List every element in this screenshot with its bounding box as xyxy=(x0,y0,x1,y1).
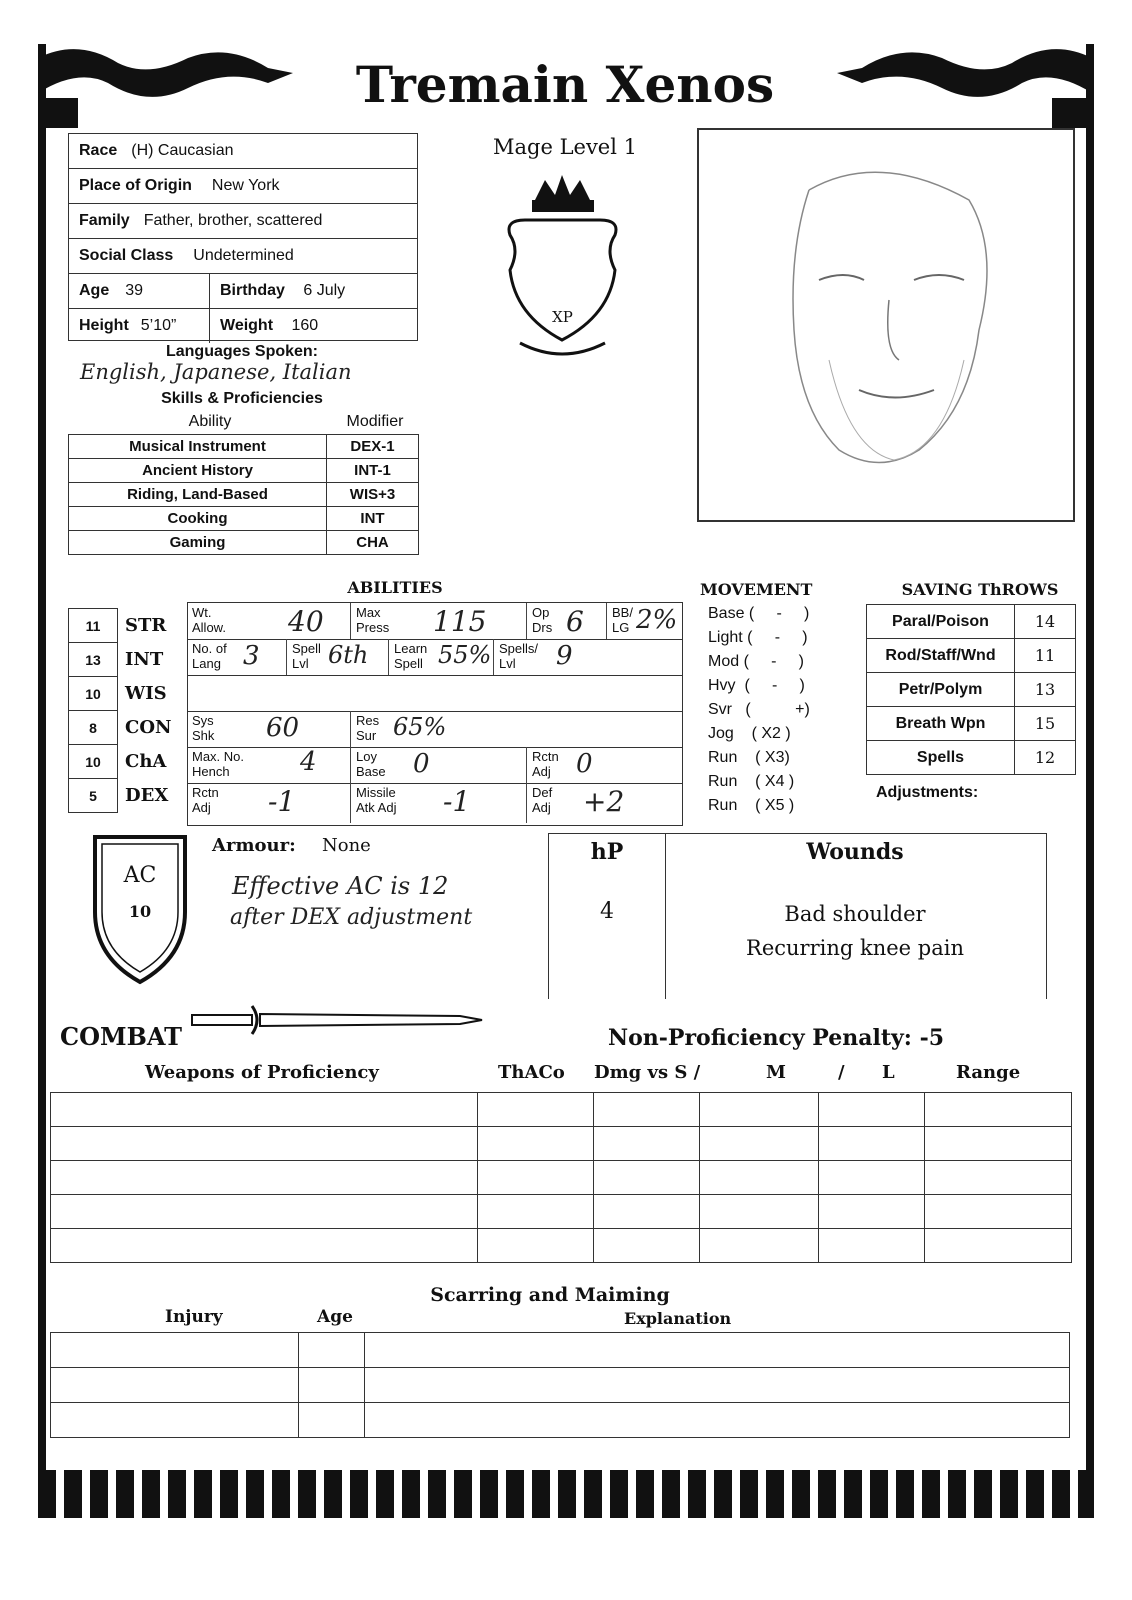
right-border xyxy=(1086,44,1094,1514)
explanation-header: Explanation xyxy=(624,1309,732,1328)
armour-note-line2: after DEX adjustment xyxy=(230,905,473,930)
skill-row xyxy=(69,483,419,507)
weapon-cell xyxy=(478,1195,594,1229)
height-value: 5’10” xyxy=(140,317,177,334)
op-label: Op xyxy=(532,605,550,620)
press-label: Press xyxy=(356,620,390,635)
portrait-frame xyxy=(697,128,1075,522)
save-name: Spells xyxy=(867,741,1015,775)
scar-cell xyxy=(298,1333,364,1368)
ability-score: 11 xyxy=(68,608,118,642)
abilities-title: ABILITIES xyxy=(347,578,443,597)
str-details-row xyxy=(188,603,682,640)
weapon-cell xyxy=(819,1161,925,1195)
ability-score: 13 xyxy=(68,642,118,676)
number-of-languages: 3 xyxy=(243,641,260,671)
weapon-row xyxy=(51,1161,1072,1195)
skill-row xyxy=(69,435,419,459)
weapon-cell xyxy=(924,1195,1071,1229)
armour-label: Armour: xyxy=(212,835,296,856)
def-adj-label: Adj xyxy=(532,800,551,815)
def-label: Def xyxy=(532,785,553,800)
drs-label: Drs xyxy=(532,620,553,635)
shk-label: Shk xyxy=(192,728,215,743)
ability-name: WIS xyxy=(125,682,167,704)
loy-label: Loy xyxy=(356,749,377,764)
bb-label: BB/ xyxy=(612,605,633,620)
weapon-row xyxy=(51,1195,1072,1229)
weapon-cell xyxy=(819,1195,925,1229)
saves-title: SAVING ThROWS xyxy=(901,580,1059,599)
save-row xyxy=(867,673,1076,707)
ability-name: STR xyxy=(125,614,167,636)
movement-row: Mod ( - ) xyxy=(708,653,805,670)
weapon-cell xyxy=(51,1229,478,1263)
combat-title: COMBAT xyxy=(60,1022,183,1051)
skill-row xyxy=(69,459,419,483)
res-label: Res xyxy=(356,713,380,728)
armour-value: None xyxy=(322,835,371,856)
weapon-cell xyxy=(594,1195,700,1229)
weapon-cell xyxy=(51,1195,478,1229)
height-label: Height xyxy=(79,317,129,334)
save-row xyxy=(867,707,1076,741)
hp-wounds-box xyxy=(548,833,1047,999)
loyalty-base: 0 xyxy=(413,749,430,779)
loy-base-label: Base xyxy=(356,764,386,779)
wounds-label: Wounds xyxy=(806,839,904,865)
saves-table xyxy=(866,604,1076,775)
int-details-row xyxy=(188,639,682,676)
cha-reaction-adj: 0 xyxy=(576,749,593,779)
ability-name: CON xyxy=(125,716,172,738)
sys-label: Sys xyxy=(192,713,214,728)
scar-row xyxy=(51,1333,1070,1368)
weapon-row xyxy=(51,1229,1072,1263)
resurrection-survival: 65% xyxy=(393,713,447,741)
missile-label: Missile xyxy=(356,785,396,800)
skill-row xyxy=(69,507,419,531)
weapon-cell xyxy=(478,1093,594,1127)
range-header: Range xyxy=(956,1062,1021,1083)
origin-value: New York xyxy=(211,177,280,194)
dex-rctn-label: Rctn xyxy=(192,785,219,800)
save-name: Breath Wpn xyxy=(867,707,1015,741)
weapons-header: Weapons of Proficiency xyxy=(145,1062,379,1083)
left-dragon-ornament xyxy=(38,38,298,128)
save-name: Petr/Polym xyxy=(867,673,1015,707)
save-row xyxy=(867,741,1076,775)
social-label: Social Class xyxy=(79,247,174,264)
weapon-cell xyxy=(51,1161,478,1195)
scar-cell xyxy=(51,1403,299,1438)
max-spell-level: 6th xyxy=(328,641,369,669)
ability-name: INT xyxy=(125,648,164,670)
lg-label: LG xyxy=(612,620,630,635)
spells-lvl-label: Lvl xyxy=(499,656,516,671)
max-label: Max xyxy=(356,605,381,620)
weight-value: 160 xyxy=(291,317,319,334)
wt-label: Wt. xyxy=(192,605,212,620)
wound-1: Bad shoulder xyxy=(784,902,926,926)
family-label: Family xyxy=(79,212,130,229)
allow-label: Allow. xyxy=(192,620,226,635)
skill-modifier: CHA xyxy=(327,531,419,555)
movement-row: Hvy ( - ) xyxy=(708,677,805,694)
skill-modifier: WIS+3 xyxy=(327,483,419,507)
ability-names-column xyxy=(121,608,187,812)
sur-label: Sur xyxy=(356,728,377,743)
languages-value: English, Japanese, Italian xyxy=(80,360,352,384)
race-row xyxy=(69,134,417,169)
age-value: 39 xyxy=(125,282,144,299)
ability-name: ChA xyxy=(125,750,167,772)
skill-modifier: DEX-1 xyxy=(327,435,419,459)
defensive-adj: +2 xyxy=(583,785,625,818)
weapon-cell xyxy=(924,1161,1071,1195)
lang-label: Lang xyxy=(192,656,221,671)
dex-details-row xyxy=(188,783,682,823)
spell-label: Spell xyxy=(292,641,321,656)
ability-name: DEX xyxy=(125,784,169,806)
ability-score: 5 xyxy=(68,778,118,813)
save-value: 15 xyxy=(1015,707,1076,741)
save-value: 13 xyxy=(1015,673,1076,707)
weapon-cell xyxy=(924,1229,1071,1263)
non-proficiency-penalty: Non-Proficiency Penalty: -5 xyxy=(608,1025,945,1051)
weapon-cell xyxy=(478,1161,594,1195)
ability-score: 8 xyxy=(68,710,118,744)
scar-cell xyxy=(51,1333,299,1368)
injury-header: Injury xyxy=(165,1307,223,1327)
weapon-cell xyxy=(700,1093,819,1127)
skills-table xyxy=(68,434,419,555)
scar-cell xyxy=(364,1403,1069,1438)
character-name: Tremain Xenos xyxy=(355,55,775,114)
dmg-small-header: Dmg vs S / xyxy=(594,1062,701,1083)
ability-score: 10 xyxy=(68,744,118,778)
no-of-label: No. of xyxy=(192,641,227,656)
atk-adj-label: Atk Adj xyxy=(356,800,397,815)
skill-name: Musical Instrument xyxy=(69,435,327,459)
skill-modifier: INT-1 xyxy=(327,459,419,483)
crown-crest-icon xyxy=(500,175,625,365)
weapon-cell xyxy=(700,1195,819,1229)
max-henchmen: 4 xyxy=(300,747,317,777)
max-no-label: Max. No. xyxy=(192,749,245,764)
ability-score: 10 xyxy=(68,676,118,710)
movement-row: Run ( X5 ) xyxy=(708,797,795,814)
scar-row xyxy=(51,1403,1070,1438)
scar-cell xyxy=(364,1368,1069,1403)
skills-col-modifier: Modifier xyxy=(346,413,404,430)
weapon-cell xyxy=(594,1093,700,1127)
missile-attack-adj: -1 xyxy=(443,785,471,818)
hp-label: hP xyxy=(590,839,624,865)
scarring-table xyxy=(50,1332,1070,1438)
weapon-cell xyxy=(594,1229,700,1263)
wis-details-row xyxy=(188,675,682,712)
movement-row: Jog ( X2 ) xyxy=(708,725,791,742)
weapon-cell xyxy=(700,1229,819,1263)
movement-row: Light ( - ) xyxy=(708,629,808,646)
languages-label: Languages Spoken: xyxy=(165,343,319,360)
scar-age-header: Age xyxy=(317,1307,353,1327)
dex-reaction-adj: -1 xyxy=(268,785,296,818)
armour-note-line1: Effective AC is 12 xyxy=(232,872,449,900)
spells-label: Spells/ xyxy=(499,641,539,656)
origin-label: Place of Origin xyxy=(79,177,192,194)
movement-row: Svr ( +) xyxy=(708,701,810,718)
age-row xyxy=(69,274,417,309)
weapon-cell xyxy=(51,1093,478,1127)
learn-spell-label: Spell xyxy=(394,656,423,671)
scar-cell xyxy=(298,1368,364,1403)
wound-2: Recurring knee pain xyxy=(746,936,964,960)
origin-row xyxy=(69,169,417,204)
weapon-row xyxy=(51,1093,1072,1127)
ac-label: AC xyxy=(123,863,157,888)
scar-cell xyxy=(51,1368,299,1403)
weapon-cell xyxy=(594,1127,700,1161)
birthday-label: Birthday xyxy=(220,282,285,299)
class-level: Mage Level 1 xyxy=(493,135,637,159)
weapon-row xyxy=(51,1127,1072,1161)
portrait-sketch xyxy=(699,130,1073,520)
social-row xyxy=(69,239,417,274)
ability-scores-column xyxy=(68,608,118,812)
social-value: Undetermined xyxy=(193,247,294,264)
skill-name: Gaming xyxy=(69,531,327,555)
ac-value: 10 xyxy=(128,902,152,921)
scar-row xyxy=(51,1368,1070,1403)
weight-allowance: 40 xyxy=(288,605,324,638)
skill-row xyxy=(69,531,419,555)
movement-row: Base ( - ) xyxy=(708,605,810,622)
movement-title: MOVEMENT xyxy=(700,580,813,599)
weapon-cell xyxy=(924,1093,1071,1127)
scarring-title: Scarring and Maiming xyxy=(430,1284,670,1306)
dmg-divider-header: / xyxy=(838,1062,845,1083)
weapon-cell xyxy=(478,1127,594,1161)
movement-list xyxy=(708,605,858,821)
family-row xyxy=(69,204,417,239)
skill-modifier: INT xyxy=(327,507,419,531)
save-value: 11 xyxy=(1015,639,1076,673)
scar-cell xyxy=(298,1403,364,1438)
right-dragon-ornament xyxy=(832,38,1092,128)
weapon-cell xyxy=(700,1161,819,1195)
dex-adj-label: Adj xyxy=(192,800,211,815)
scar-cell xyxy=(364,1333,1069,1368)
cha-rctn-label: Rctn xyxy=(532,749,559,764)
save-row xyxy=(867,639,1076,673)
weapon-cell xyxy=(594,1161,700,1195)
learn-label: Learn xyxy=(394,641,428,656)
learn-spell-chance: 55% xyxy=(438,641,492,669)
race-value: (H) Caucasian xyxy=(131,142,234,159)
max-press: 115 xyxy=(433,605,487,638)
thaco-header: ThACo xyxy=(498,1062,565,1083)
weapon-cell xyxy=(478,1229,594,1263)
left-border xyxy=(38,44,46,1514)
age-label: Age xyxy=(79,282,110,299)
weapon-cell xyxy=(819,1093,925,1127)
skill-name: Riding, Land-Based xyxy=(69,483,327,507)
lvl-label: Lvl xyxy=(292,656,309,671)
con-details-row xyxy=(188,711,682,748)
spells-per-level: 9 xyxy=(556,641,573,671)
bend-bars: 2% xyxy=(636,605,678,635)
race-label: Race xyxy=(79,142,118,159)
weapon-cell xyxy=(819,1229,925,1263)
weapon-cell xyxy=(51,1127,478,1161)
movement-row: Run ( X4 ) xyxy=(708,773,795,790)
skills-title: Skills & Proficiencies xyxy=(161,390,323,407)
bottom-ornament-band xyxy=(38,1470,1094,1518)
weapon-cell xyxy=(924,1127,1071,1161)
adjustments-label: Adjustments: xyxy=(876,784,979,801)
save-name: Rod/Staff/Wnd xyxy=(867,639,1015,673)
open-doors: 6 xyxy=(566,605,584,638)
skill-name: Cooking xyxy=(69,507,327,531)
weapon-cell xyxy=(700,1127,819,1161)
dmg-large-header: L xyxy=(882,1062,895,1083)
save-value: 14 xyxy=(1015,605,1076,639)
weapons-table xyxy=(50,1092,1072,1263)
ability-details-grid xyxy=(187,602,683,826)
save-value: 12 xyxy=(1015,741,1076,775)
hench-label: Hench xyxy=(192,764,230,779)
skill-name: Ancient History xyxy=(69,459,327,483)
cha-adj-label: Adj xyxy=(532,764,551,779)
save-row xyxy=(867,605,1076,639)
cha-details-row xyxy=(188,747,682,784)
birthday-value: 6 July xyxy=(303,282,346,299)
family-value: Father, brother, scattered xyxy=(143,212,323,229)
sword-icon xyxy=(190,1002,485,1038)
movement-row: Run ( X3) xyxy=(708,749,790,766)
dmg-medium-header: M xyxy=(766,1062,786,1083)
weapon-cell xyxy=(819,1127,925,1161)
hp-value: 4 xyxy=(600,899,614,924)
skills-col-ability: Ability xyxy=(188,413,232,430)
weight-label: Weight xyxy=(220,317,274,334)
bio-table xyxy=(68,133,418,341)
height-row xyxy=(69,309,417,343)
save-name: Paral/Poison xyxy=(867,605,1015,639)
crest-label: XP xyxy=(552,308,573,326)
system-shock: 60 xyxy=(266,713,300,743)
